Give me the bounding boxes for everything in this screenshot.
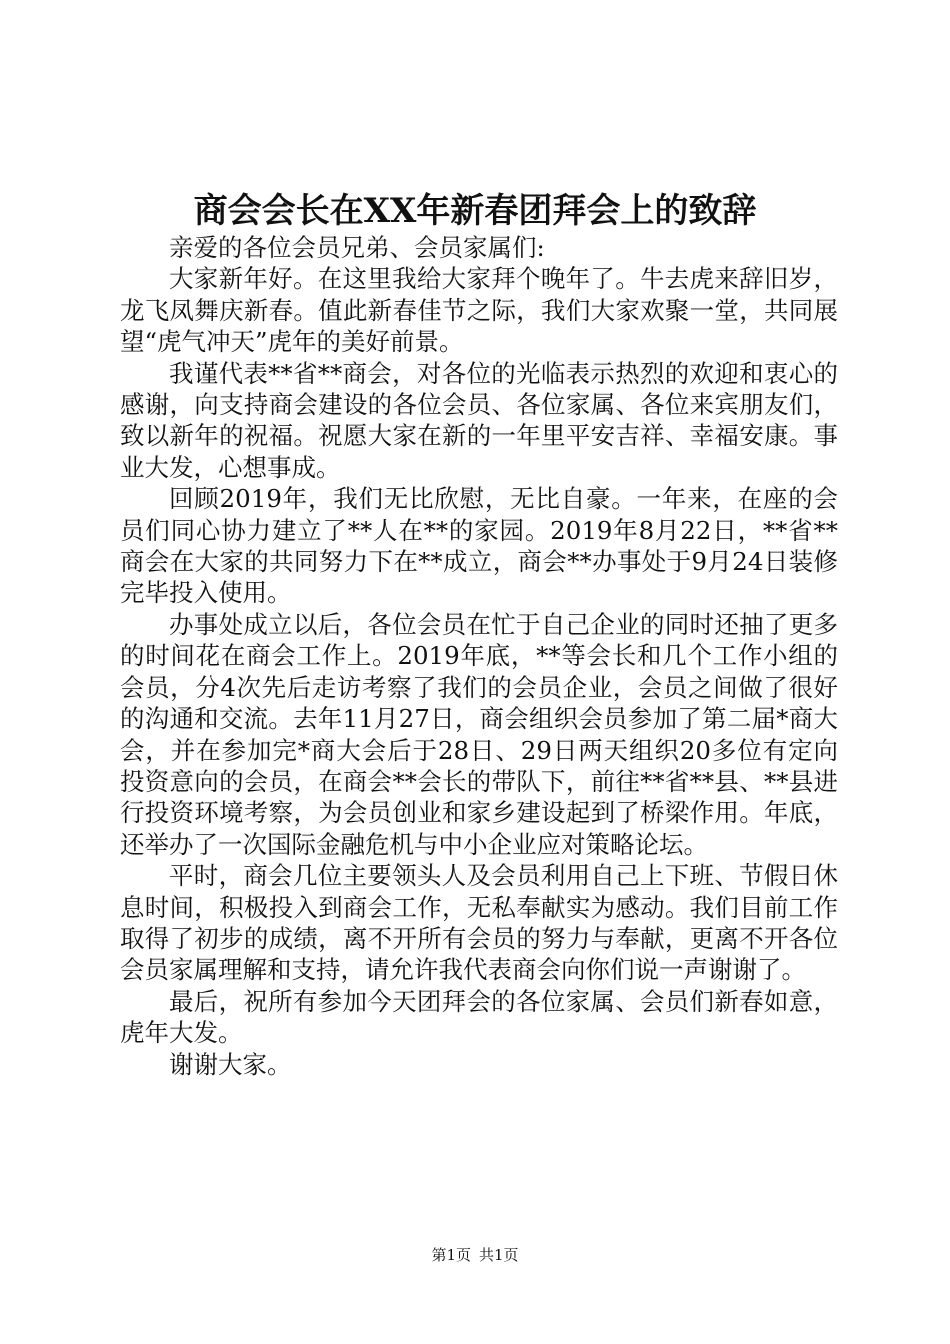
paragraph-activities: 办事处成立以后，各位会员在忙于自己企业的同时还抽了更多的时间花在商会工作上。2019年底，**等会长和几个工作小组的会员，分4次先后走访考察了我们的会员企业，会员之间做了很好的沟通和交流。去年11月27日，商会组织会员参加了第二届*商大会，并在参加完*商大会后于28日、29日两天组织20多位有定向投资意向的会员，在商会**会长的带队下，前往**省**县、**县进行投资环境考察，为会员创业和家乡建设起到了桥梁作用。年底，还举办了一次国际金融危机与中小企业应对策略论坛。 xyxy=(120,609,838,859)
document-body xyxy=(120,232,838,1080)
page-number: 第1页 xyxy=(431,1246,471,1264)
paragraph-thanks: 平时，商会几位主要领头人及会员利用自己上下班、节假日休息时间，积极投入到商会工作，无私奉献实为感动。我们目前工作取得了初步的成绩，离不开所有会员的努力与奉献，更离不开各位会员家属理解和支持，请允许我代表商会向你们说一声谢谢了。 xyxy=(120,861,838,985)
paragraph-greeting: 大家新年好。在这里我给大家拜个晚年了。牛去虎来辞旧岁，龙飞凤舞庆新春。值此新春佳节之际，我们大家欢聚一堂，共同展望“虎气冲天”虎年的美好前景。 xyxy=(120,264,838,357)
paragraph-welcome: 我谨代表**省**商会，对各位的光临表示热烈的欢迎和衷心的感谢，向支持商会建设的各位会员、各位家属、各位来宾朋友们，致以新年的祝福。祝愿大家在新的一年里平安吉祥、幸福安康。事业大发，心想事成。 xyxy=(120,358,838,482)
paragraph-wishes: 最后，祝所有参加今天团拜会的各位家属、会员们新春如意，虎年大发。 xyxy=(120,986,838,1048)
page-total: 共1页 xyxy=(479,1246,519,1264)
page-footer xyxy=(0,1244,950,1266)
document-title: 商会会长在XX年新春团拜会上的致辞 xyxy=(193,191,757,231)
paragraph-closing: 谢谢大家。 xyxy=(169,1049,292,1079)
paragraph-salutation: 亲爱的各位会员兄弟、会员家属们: xyxy=(169,233,545,262)
paragraph-review: 回顾2019年，我们无比欣慰，无比自豪。一年来，在座的会员们同心协力建立了**人在**的家园。2019年8月22日，**省**商会在大家的共同努力下在**成立，商会**办事处于9月24日装修完毕投入使用。 xyxy=(120,484,838,608)
